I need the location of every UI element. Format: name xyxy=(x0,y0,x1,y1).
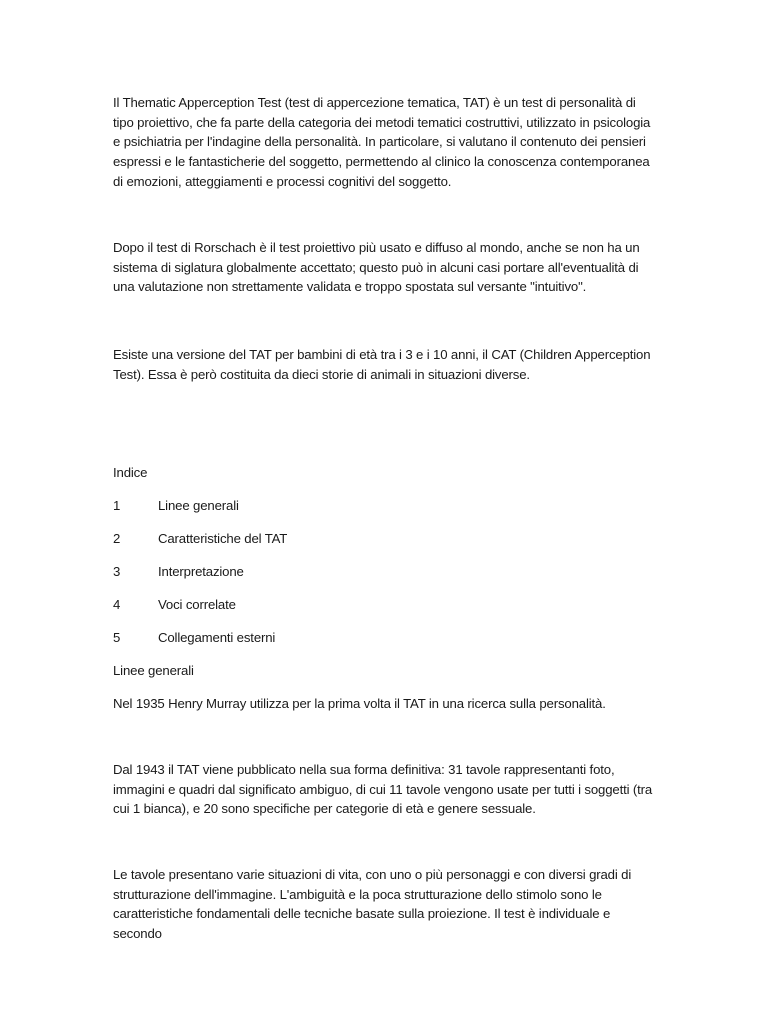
toc-item-label: Collegamenti esterni xyxy=(158,630,276,645)
publication-paragraph: Dal 1943 il TAT viene pubblicato nella sua forma definitiva: 31 tavole rappresentanti foto, immagini e quadri dal significato ambiguo, di cui 11 tavole vengono usate per tutti i soggetti (tra cui 1 bianca), e 20 sono specifiche per categorie di età e genere sessuale. xyxy=(113,762,653,817)
tavole-paragraph: Le tavole presentano varie situazioni di vita, con uno o più personaggi e con diversi gradi di strutturazione dell'immagine. L'ambiguità e la poca strutturazione dello stimolo sono le caratteristiche fondamentali delle tecniche basate sulla proiezione. Il test è individuale e secondo xyxy=(113,867,632,942)
toc-item-number: 1 xyxy=(113,498,121,513)
toc-item-label: Voci correlate xyxy=(158,597,236,612)
toc-item-label: Caratteristiche del TAT xyxy=(158,531,288,546)
toc-item-number: 3 xyxy=(113,564,121,579)
section-heading: Linee generali xyxy=(113,663,194,678)
toc-item-number: 2 xyxy=(113,531,121,546)
toc-item-label: Linee generali xyxy=(158,498,239,513)
toc-item-number: 4 xyxy=(113,597,121,612)
index-heading: Indice xyxy=(113,465,148,480)
cat-paragraph: Esiste una versione del TAT per bambini di età tra i 3 e i 10 anni, il CAT (Children Apperception Test). Essa è però costituita da dieci storie di animali in situazioni diverse. xyxy=(113,347,651,382)
toc-item-number: 5 xyxy=(113,630,121,645)
rorschach-paragraph: Dopo il test di Rorschach è il test proiettivo più usato e diffuso al mondo, anche se non ha un sistema di siglatura globalmente accettato; questo può in alcuni casi portare all'eventualità di una valutazione non strettamente validata e troppo spostata sul versante "intuitivo". xyxy=(113,240,640,295)
toc-item-label: Interpretazione xyxy=(158,564,244,579)
murray-paragraph: Nel 1935 Henry Murray utilizza per la prima volta il TAT in una ricerca sulla personalità. xyxy=(113,696,606,711)
intro-paragraph: Il Thematic Apperception Test (test di appercezione tematica, TAT) è un test di personalità di tipo proiettivo, che fa parte della categoria dei metodi tematici costruttivi, utilizzato in psicologia e psichiatria per l'indagine della personalità. In particolare, si valutano il contenuto dei pensieri espressi e le fantasticherie del soggetto, permettendo al clinico la conoscenza contemporanea di emozioni, atteggiamenti e processi cognitivi del soggetto. xyxy=(113,95,651,189)
